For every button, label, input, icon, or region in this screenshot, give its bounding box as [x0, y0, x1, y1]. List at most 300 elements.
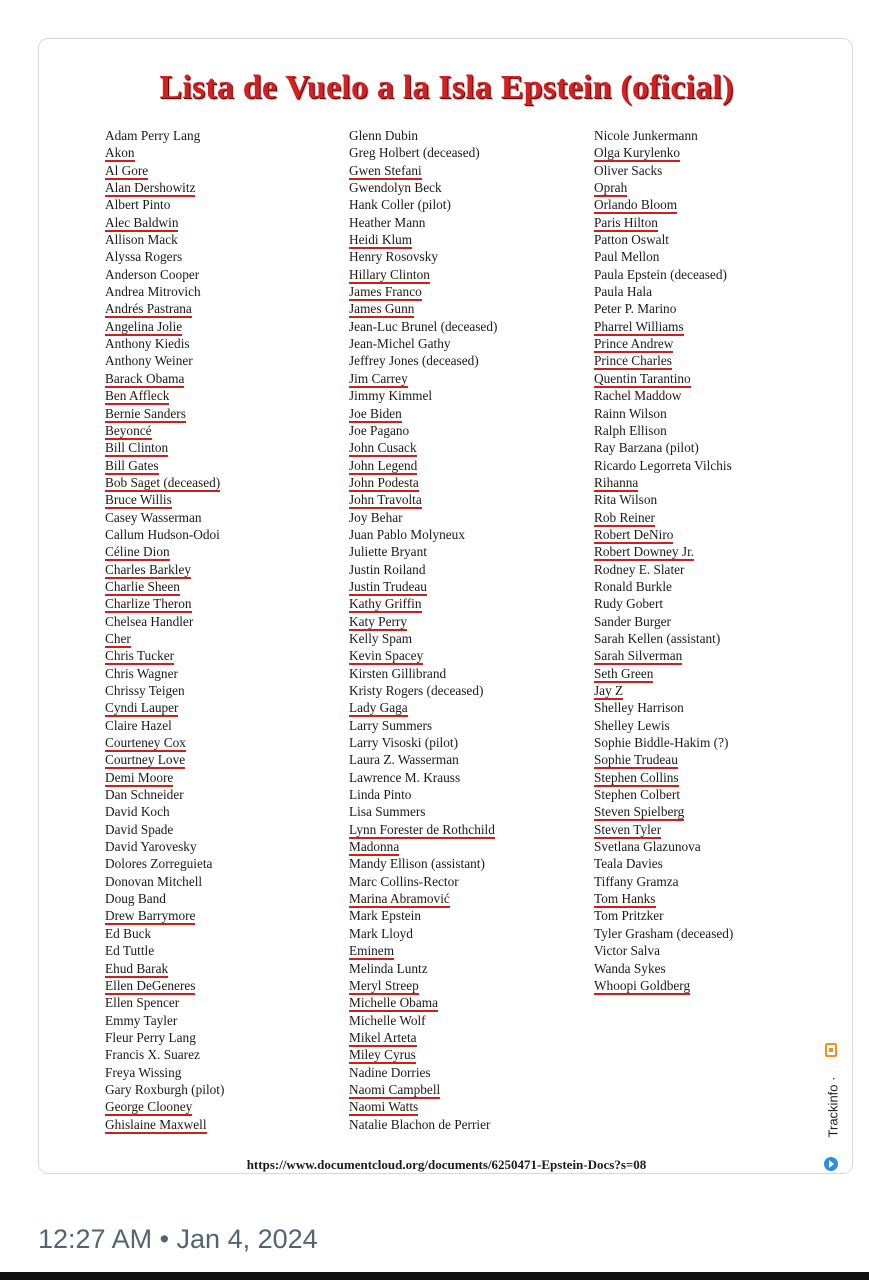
- name-list-item: [594, 907, 733, 924]
- person-name: Angelina Jolie: [105, 318, 183, 334]
- person-name: Fleur Perry Lang: [105, 1029, 196, 1045]
- person-name: Andrea Mitrovich: [105, 284, 201, 300]
- list-image-card: [38, 38, 853, 1174]
- person-name: Ralph Ellison: [594, 422, 667, 438]
- person-name: Larry Visoski (pilot): [349, 735, 459, 751]
- name-list-item: [349, 1064, 497, 1081]
- person-name: Quentin Tarantino: [594, 370, 691, 386]
- person-name: Jean-Luc Brunel (deceased): [349, 318, 498, 334]
- name-list-item: [349, 422, 497, 439]
- name-list-item: [349, 578, 497, 595]
- person-name: Bill Gates: [105, 457, 159, 473]
- person-name: Lisa Summers: [349, 804, 426, 820]
- name-list-item: [349, 751, 497, 768]
- name-list-item: [105, 578, 224, 595]
- name-list-item: [594, 717, 733, 734]
- name-list-item: [594, 196, 733, 213]
- person-name: Jim Carrey: [349, 370, 408, 386]
- person-name: Nicole Junkermann: [594, 128, 698, 143]
- person-name: Paul Mellon: [594, 249, 660, 265]
- list-title: Lista de Vuelo a la Isla Epstein (oficial): [159, 69, 734, 106]
- person-name: John Travolta: [349, 492, 422, 508]
- person-name: Alec Baldwin: [105, 214, 179, 230]
- person-name: Francis X. Suarez: [105, 1047, 200, 1063]
- person-name: Callum Hudson-Odoi: [105, 526, 220, 542]
- person-name: Oprah: [594, 180, 628, 196]
- person-name: David Koch: [105, 804, 170, 820]
- name-list-item: [349, 405, 497, 422]
- person-name: Orlando Bloom: [594, 197, 678, 213]
- name-list-item: [105, 561, 224, 578]
- person-name: Steven Tyler: [594, 821, 662, 837]
- name-list-item: [349, 942, 497, 959]
- name-list-item: [594, 699, 733, 716]
- name-list-item: [594, 543, 733, 560]
- name-list-item: [594, 578, 733, 595]
- name-list-item: [349, 474, 497, 491]
- person-name: Gary Roxburgh (pilot): [105, 1081, 225, 1097]
- name-list-item: [105, 595, 224, 612]
- name-list-item: [105, 942, 224, 959]
- name-list-item: [594, 405, 733, 422]
- name-list-item: [594, 890, 733, 907]
- name-list-item: [349, 682, 497, 699]
- person-name: Hank Coller (pilot): [349, 197, 451, 213]
- person-name: Greg Holbert (deceased): [349, 145, 480, 161]
- person-name: Rihanna: [594, 474, 639, 490]
- name-list-item: [349, 526, 497, 543]
- person-name: James Gunn: [349, 301, 415, 317]
- person-name: Al Gore: [105, 162, 149, 178]
- person-name: Kathy Griffin: [349, 596, 422, 612]
- person-name: Bruce Willis: [105, 492, 172, 508]
- person-name: Madonna: [349, 839, 400, 855]
- person-name: Akon: [105, 145, 135, 161]
- watermark-play-icon: [824, 1157, 838, 1171]
- person-name: Henry Rosovsky: [349, 249, 439, 265]
- name-list-item: [594, 665, 733, 682]
- person-name: Steven Spielberg: [594, 804, 685, 820]
- person-name: Ed Tuttle: [105, 943, 155, 959]
- name-list-item: [105, 699, 224, 716]
- person-name: Kristy Rogers (deceased): [349, 683, 484, 698]
- person-name: Sophie Biddle-Hakim (?): [594, 735, 729, 751]
- name-list-item: [594, 352, 733, 369]
- name-list-item: [105, 925, 224, 942]
- person-name: Olga Kurylenko: [594, 145, 681, 161]
- person-name: Charlize Theron: [105, 596, 192, 612]
- person-name: Laura Z. Wasserman: [349, 752, 459, 768]
- name-list-item: [594, 283, 733, 300]
- name-list-item: [349, 335, 497, 352]
- person-name: Kevin Spacey: [349, 648, 424, 664]
- person-name: Emmy Tayler: [105, 1012, 178, 1028]
- person-name: Demi Moore: [105, 769, 174, 785]
- name-list-item: [349, 491, 497, 508]
- name-list-item: [594, 318, 733, 335]
- person-name: Meryl Streep: [349, 977, 419, 993]
- person-name: Naomi Watts: [349, 1099, 419, 1115]
- person-name: Courtney Love: [105, 752, 186, 768]
- person-name: Hillary Clinton: [349, 266, 430, 282]
- name-list-item: [105, 647, 224, 664]
- person-name: Prince Charles: [594, 353, 672, 369]
- name-list-item: [349, 925, 497, 942]
- name-list-item: [105, 1046, 224, 1063]
- person-name: Ghislaine Maxwell: [105, 1116, 207, 1132]
- name-list-item: [349, 613, 497, 630]
- person-name: Seth Green: [594, 665, 654, 681]
- person-name: Anderson Cooper: [105, 266, 200, 282]
- person-name: Marina Abramović: [349, 891, 450, 907]
- name-list-item: [349, 248, 497, 265]
- person-name: Rudy Gobert: [594, 596, 664, 612]
- person-name: James Franco: [349, 284, 422, 300]
- name-list-item: [349, 1029, 497, 1046]
- name-list-item: [105, 196, 224, 213]
- name-list-item: [105, 1064, 224, 1081]
- person-name: Sarah Kellen (assistant): [594, 630, 721, 646]
- name-list-item: [105, 318, 224, 335]
- name-list-item: [105, 144, 224, 161]
- name-list-item: [349, 300, 497, 317]
- person-name: David Spade: [105, 821, 174, 837]
- name-list-item: [594, 682, 733, 699]
- name-list-item: [594, 734, 733, 751]
- person-name: Rita Wilson: [594, 492, 658, 508]
- name-list-item: [594, 179, 733, 196]
- person-name: Naomi Campbell: [349, 1081, 441, 1097]
- name-list-item: [349, 561, 497, 578]
- person-name: Sarah Silverman: [594, 648, 683, 664]
- person-name: Alyssa Rogers: [105, 249, 183, 265]
- person-name: Doug Band: [105, 891, 166, 907]
- name-list-item: [349, 283, 497, 300]
- name-list-item: [594, 873, 733, 890]
- person-name: Joy Behar: [349, 509, 403, 525]
- person-name: Sander Burger: [594, 613, 671, 629]
- name-list-item: [349, 717, 497, 734]
- person-name: Rainn Wilson: [594, 405, 667, 421]
- person-name: Ed Buck: [105, 925, 152, 941]
- person-name: Oliver Sacks: [594, 162, 663, 178]
- person-name: Shelley Harrison: [594, 700, 684, 716]
- person-name: Mikel Arteta: [349, 1029, 417, 1045]
- name-list-item: [594, 300, 733, 317]
- name-list-item: [105, 630, 224, 647]
- name-list-item: [594, 803, 733, 820]
- person-name: Dan Schneider: [105, 787, 184, 803]
- name-list-item: [349, 231, 497, 248]
- person-name: Teala Davies: [594, 856, 663, 872]
- name-list-item: [594, 214, 733, 231]
- person-name: Drew Barrymore: [105, 908, 196, 924]
- person-name: Rachel Maddow: [594, 388, 682, 404]
- person-name: Linda Pinto: [349, 787, 412, 803]
- person-name: Ben Affleck: [105, 388, 170, 404]
- person-name: Juan Pablo Molyneux: [349, 526, 465, 542]
- person-name: Ronald Burkle: [594, 578, 672, 594]
- name-list-item: [105, 838, 224, 855]
- name-list-item: [349, 960, 497, 977]
- person-name: Cyndi Lauper: [105, 700, 179, 716]
- person-name: Allison Mack: [105, 232, 178, 248]
- name-list-item: [349, 352, 497, 369]
- name-list-item: [349, 457, 497, 474]
- person-name: Jeffrey Jones (deceased): [349, 353, 479, 369]
- person-name: Kirsten Gillibrand: [349, 665, 447, 681]
- name-list-item: [105, 457, 224, 474]
- name-list-item: [105, 890, 224, 907]
- name-list-item: [105, 214, 224, 231]
- person-name: Rodney E. Slater: [594, 561, 685, 577]
- person-name: Tiffany Gramza: [594, 873, 679, 889]
- name-list-item: [594, 786, 733, 803]
- name-list-item: [349, 318, 497, 335]
- name-list-item: [594, 457, 733, 474]
- name-list-item: [349, 734, 497, 751]
- person-name: Chelsea Handler: [105, 613, 194, 629]
- name-list-item: [349, 907, 497, 924]
- person-name: Mark Epstein: [349, 908, 422, 924]
- person-name: Mark Lloyd: [349, 925, 413, 941]
- name-list-item: [105, 1081, 224, 1098]
- person-name: Paula Epstein (deceased): [594, 266, 727, 282]
- name-list-item: [594, 439, 733, 456]
- name-list-item: [349, 214, 497, 231]
- watermark-badge-icon: [825, 1043, 837, 1057]
- name-list-item: [105, 1029, 224, 1046]
- name-list-item: [349, 855, 497, 872]
- name-list-item: [105, 994, 224, 1011]
- watermark: [819, 1039, 847, 1174]
- name-list-item: [349, 838, 497, 855]
- name-list-item: [349, 647, 497, 664]
- name-list-item: [105, 1098, 224, 1115]
- person-name: Chrissy Teigen: [105, 683, 185, 698]
- person-name: Bob Saget (deceased): [105, 474, 221, 490]
- person-name: Mandy Ellison (assistant): [349, 856, 485, 872]
- name-list-item: [594, 474, 733, 491]
- name-list-item: [105, 509, 224, 526]
- name-list-item: [105, 821, 224, 838]
- name-list-item: [594, 838, 733, 855]
- person-name: Beyoncé: [105, 422, 152, 438]
- names-column-3: [594, 127, 733, 994]
- name-list-item: [105, 769, 224, 786]
- person-name: George Clooney: [105, 1099, 193, 1115]
- person-name: Lady Gaga: [349, 700, 408, 716]
- person-name: John Legend: [349, 457, 418, 473]
- person-name: Juliette Bryant: [349, 544, 427, 560]
- name-list-item: [594, 977, 733, 994]
- person-name: Ray Barzana (pilot): [594, 440, 699, 456]
- name-list-item: [349, 387, 497, 404]
- person-name: John Podesta: [349, 474, 419, 490]
- person-name: Alan Dershowitz: [105, 180, 196, 196]
- name-list-item: [105, 734, 224, 751]
- name-list-item: [349, 821, 497, 838]
- name-list-item: [105, 474, 224, 491]
- person-name: Barack Obama: [105, 370, 185, 386]
- name-list-item: [349, 144, 497, 161]
- name-list-item: [105, 352, 224, 369]
- name-list-item: [349, 162, 497, 179]
- name-list-item: [594, 942, 733, 959]
- name-list-item: [105, 786, 224, 803]
- person-name: Albert Pinto: [105, 197, 171, 213]
- name-list-item: [105, 162, 224, 179]
- person-name: David Yarovesky: [105, 839, 197, 855]
- name-list-item: [349, 543, 497, 560]
- person-name: Céline Dion: [105, 544, 170, 560]
- name-list-item: [349, 786, 497, 803]
- name-list-item: [105, 387, 224, 404]
- name-list-item: [105, 248, 224, 265]
- person-name: Tom Hanks: [594, 891, 656, 907]
- name-list-item: [105, 682, 224, 699]
- name-list-item: [349, 196, 497, 213]
- person-name: Lynn Forester de Rothchild: [349, 821, 495, 837]
- name-list-item: [105, 665, 224, 682]
- person-name: Lawrence M. Krauss: [349, 769, 461, 785]
- name-list-item: [105, 1012, 224, 1029]
- name-list-item: [594, 613, 733, 630]
- person-name: Charles Barkley: [105, 561, 192, 577]
- person-name: Stephen Collins: [594, 769, 679, 785]
- name-list-item: [349, 769, 497, 786]
- name-list-item: [594, 855, 733, 872]
- person-name: Gwendolyn Beck: [349, 180, 442, 196]
- person-name: Ricardo Legorreta Vilchis: [594, 457, 732, 473]
- person-name: Heather Mann: [349, 214, 426, 230]
- person-name: Glenn Dubin: [349, 128, 419, 143]
- name-list-item: [105, 370, 224, 387]
- name-list-item: [349, 1046, 497, 1063]
- person-name: Jimmy Kimmel: [349, 388, 433, 404]
- person-name: Donovan Mitchell: [105, 873, 203, 889]
- person-name: Jean-Michel Gathy: [349, 336, 451, 352]
- names-column-1: [105, 127, 224, 1133]
- name-list-item: [349, 1116, 497, 1133]
- name-list-item: [594, 526, 733, 543]
- person-name: Chris Tucker: [105, 648, 175, 664]
- person-name: Dolores Zorreguieta: [105, 856, 213, 872]
- person-name: Tom Pritzker: [594, 908, 664, 924]
- name-list-item: [105, 855, 224, 872]
- name-list-item: [349, 630, 497, 647]
- name-list-item: [105, 960, 224, 977]
- person-name: Peter P. Marino: [594, 301, 677, 317]
- name-list-item: [594, 127, 733, 144]
- name-list-item: [594, 162, 733, 179]
- person-name: Justin Roiland: [349, 561, 426, 577]
- name-list-item: [105, 335, 224, 352]
- person-name: Paris Hilton: [594, 214, 658, 230]
- person-name: Sophie Trudeau: [594, 752, 678, 768]
- person-name: Cher: [105, 630, 131, 646]
- name-list-item: [349, 439, 497, 456]
- person-name: John Cusack: [349, 440, 417, 456]
- person-name: Justin Trudeau: [349, 578, 427, 594]
- person-name: Freya Wissing: [105, 1064, 182, 1080]
- person-name: Michelle Obama: [349, 995, 438, 1011]
- person-name: Wanda Sykes: [594, 960, 666, 976]
- name-list-item: [105, 179, 224, 196]
- name-list-item: [594, 821, 733, 838]
- name-list-item: [105, 127, 224, 144]
- name-list-item: [594, 387, 733, 404]
- name-list-item: [349, 977, 497, 994]
- person-name: Kelly Spam: [349, 630, 413, 646]
- person-name: Ellen DeGeneres: [105, 977, 196, 993]
- name-list-item: [105, 717, 224, 734]
- person-name: Victor Salva: [594, 943, 661, 959]
- person-name: Robert Downey Jr.: [594, 544, 695, 560]
- post-timestamp[interactable]: 12:27 AM • Jan 4, 2024: [38, 1224, 318, 1254]
- name-list-item: [105, 526, 224, 543]
- person-name: Whoopi Goldberg: [594, 977, 691, 993]
- person-name: Anthony Kiedis: [105, 336, 190, 352]
- name-list-item: [594, 335, 733, 352]
- person-name: Charlie Sheen: [105, 578, 180, 594]
- name-list-item: [349, 994, 497, 1011]
- person-name: Melinda Luntz: [349, 960, 428, 976]
- name-list-item: [105, 613, 224, 630]
- name-list-item: [349, 266, 497, 283]
- person-name: Michelle Wolf: [349, 1012, 426, 1028]
- person-name: Heidi Klum: [349, 232, 413, 248]
- watermark-text: Trackinfo ·: [825, 1076, 841, 1138]
- person-name: Gwen Stefani: [349, 162, 422, 178]
- name-list-item: [349, 370, 497, 387]
- person-name: Bill Clinton: [105, 440, 169, 456]
- name-list-item: [594, 144, 733, 161]
- person-name: Katy Perry: [349, 613, 407, 629]
- name-list-item: [105, 873, 224, 890]
- name-list-item: [594, 509, 733, 526]
- person-name: Stephen Colbert: [594, 787, 681, 803]
- name-list-item: [349, 1098, 497, 1115]
- name-list-item: [105, 231, 224, 248]
- source-url: https://www.documentcloud.org/documents/6250471-Epstein-Docs?s=08: [246, 1157, 647, 1172]
- person-name: Svetlana Glazunova: [594, 839, 701, 855]
- name-list-item: [105, 803, 224, 820]
- name-list-item: [349, 665, 497, 682]
- name-list-item: [105, 751, 224, 768]
- name-list-item: [105, 1116, 224, 1133]
- name-list-item: [594, 370, 733, 387]
- names-column-2: [349, 127, 497, 1133]
- person-name: Bernie Sanders: [105, 405, 186, 421]
- person-name: Natalie Blachon de Perrier: [349, 1116, 491, 1132]
- name-list-item: [105, 439, 224, 456]
- person-name: Chris Wagner: [105, 665, 178, 681]
- person-name: Jay Z: [594, 683, 624, 698]
- name-list-item: [105, 283, 224, 300]
- person-name: Larry Summers: [349, 717, 433, 733]
- name-list-item: [594, 925, 733, 942]
- name-list-item: [594, 266, 733, 283]
- person-name: Eminem: [349, 943, 395, 959]
- person-name: Tyler Grasham (deceased): [594, 925, 734, 941]
- name-list-item: [594, 630, 733, 647]
- person-name: Claire Hazel: [105, 717, 172, 733]
- name-list-item: [349, 699, 497, 716]
- person-name: Ellen Spencer: [105, 995, 180, 1011]
- name-list-item: [349, 127, 497, 144]
- person-name: Joe Pagano: [349, 422, 410, 438]
